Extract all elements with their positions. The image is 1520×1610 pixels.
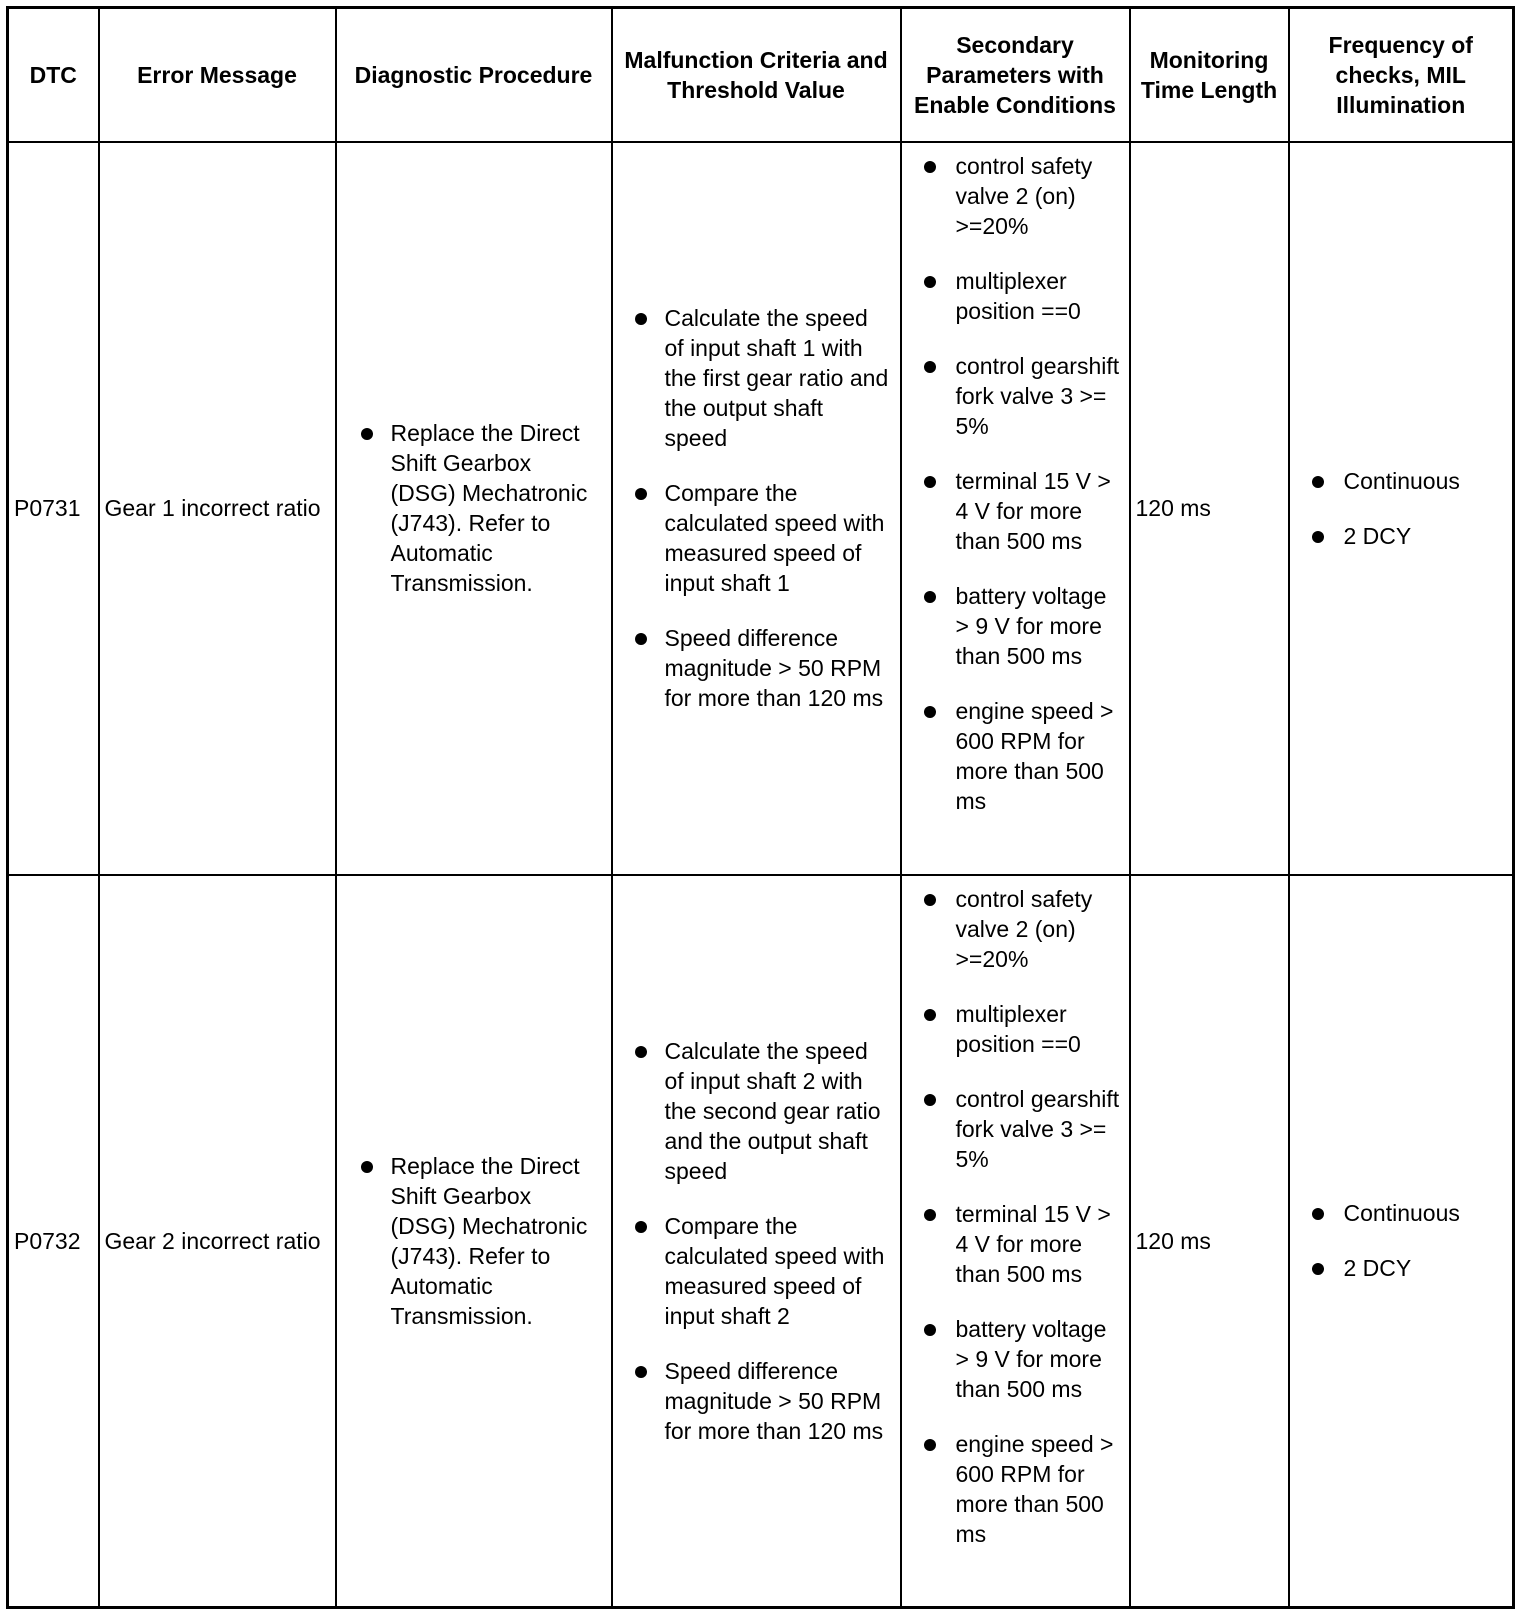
bullet-icon — [635, 488, 647, 500]
bullet-icon — [361, 428, 373, 440]
list-item: Replace the Direct Shift Gearbox (DSG) Mechatronic (J743). Refer to Automatic Transmission. — [361, 1151, 603, 1331]
bullet-icon — [924, 476, 936, 488]
bullet-icon — [635, 1046, 647, 1058]
bullet-icon — [924, 1094, 936, 1106]
header-monitoring-time: Monitoring Time Length — [1130, 8, 1289, 142]
bullet-icon — [924, 1209, 936, 1221]
bullet-icon — [635, 1366, 647, 1378]
diagnostic-procedure — [336, 142, 612, 875]
dtc-code: P0731 — [8, 142, 99, 875]
header-dtc: DTC — [8, 8, 99, 142]
bullet-icon — [1312, 1208, 1324, 1220]
list-item: control gearshift fork valve 3 >= 5% — [924, 351, 1125, 441]
bullet-icon — [1312, 531, 1324, 543]
list-item: battery voltage > 9 V for more than 500 ms — [924, 1314, 1125, 1404]
header-secondary-parameters: Secondary Parameters with Enable Conditions — [901, 8, 1130, 142]
bullet-icon — [924, 361, 936, 373]
dtc-table — [6, 6, 1515, 1609]
malfunction-criteria — [612, 875, 901, 1608]
monitoring-time: 120 ms — [1130, 142, 1289, 875]
bullet-icon — [924, 276, 936, 288]
list-item: Replace the Direct Shift Gearbox (DSG) Mechatronic (J743). Refer to Automatic Transmission. — [361, 418, 603, 598]
list-item: Continuous — [1312, 1198, 1509, 1228]
list-item: multiplexer position ==0 — [924, 266, 1125, 326]
list-item: Compare the calculated speed with measured speed of input shaft 2 — [635, 1211, 892, 1331]
secondary-parameters — [901, 142, 1130, 875]
list-item: Calculate the speed of input shaft 1 with the first gear ratio and the output shaft speed — [635, 303, 892, 453]
bullet-icon — [635, 633, 647, 645]
header-diagnostic-procedure: Diagnostic Procedure — [336, 8, 612, 142]
diagnostic-procedure — [336, 875, 612, 1608]
bullet-icon — [361, 1161, 373, 1173]
list-item: Continuous — [1312, 466, 1509, 496]
bullet-icon — [924, 161, 936, 173]
bullet-icon — [1312, 1263, 1324, 1275]
header-row — [8, 8, 1514, 142]
monitoring-time: 120 ms — [1130, 875, 1289, 1608]
bullet-icon — [635, 313, 647, 325]
list-item: 2 DCY — [1312, 521, 1509, 551]
list-item: battery voltage > 9 V for more than 500 ms — [924, 581, 1125, 671]
bullet-icon — [924, 1324, 936, 1336]
list-item: multiplexer position ==0 — [924, 999, 1125, 1059]
list-item: engine speed > 600 RPM for more than 500 ms — [924, 696, 1125, 816]
frequency — [1289, 875, 1514, 1608]
bullet-icon — [924, 894, 936, 906]
error-message: Gear 2 incorrect ratio — [99, 875, 336, 1608]
malfunction-criteria — [612, 142, 901, 875]
bullet-icon — [924, 1439, 936, 1451]
table-row — [8, 142, 1514, 875]
list-item: 2 DCY — [1312, 1253, 1509, 1283]
table-row — [8, 875, 1514, 1608]
bullet-icon — [924, 591, 936, 603]
list-item: terminal 15 V > 4 V for more than 500 ms — [924, 1199, 1125, 1289]
list-item: control safety valve 2 (on) >=20% — [924, 151, 1125, 241]
list-item: control gearshift fork valve 3 >= 5% — [924, 1084, 1125, 1174]
dtc-code: P0732 — [8, 875, 99, 1608]
header-frequency: Frequency of checks, MIL Illumination — [1289, 8, 1514, 142]
list-item: Compare the calculated speed with measured speed of input shaft 1 — [635, 478, 892, 598]
bullet-icon — [924, 1009, 936, 1021]
frequency — [1289, 142, 1514, 875]
bullet-icon — [1312, 476, 1324, 488]
secondary-parameters — [901, 875, 1130, 1608]
list-item: control safety valve 2 (on) >=20% — [924, 884, 1125, 974]
header-error-message: Error Message — [99, 8, 336, 142]
header-malfunction-criteria: Malfunction Criteria and Threshold Value — [612, 8, 901, 142]
bullet-icon — [924, 706, 936, 718]
list-item: Calculate the speed of input shaft 2 with the second gear ratio and the output shaft speed — [635, 1036, 892, 1186]
list-item: terminal 15 V > 4 V for more than 500 ms — [924, 466, 1125, 556]
list-item: engine speed > 600 RPM for more than 500 ms — [924, 1429, 1125, 1549]
error-message: Gear 1 incorrect ratio — [99, 142, 336, 875]
list-item: Speed difference magnitude > 50 RPM for more than 120 ms — [635, 1356, 892, 1446]
bullet-icon — [635, 1221, 647, 1233]
list-item: Speed difference magnitude > 50 RPM for more than 120 ms — [635, 623, 892, 713]
